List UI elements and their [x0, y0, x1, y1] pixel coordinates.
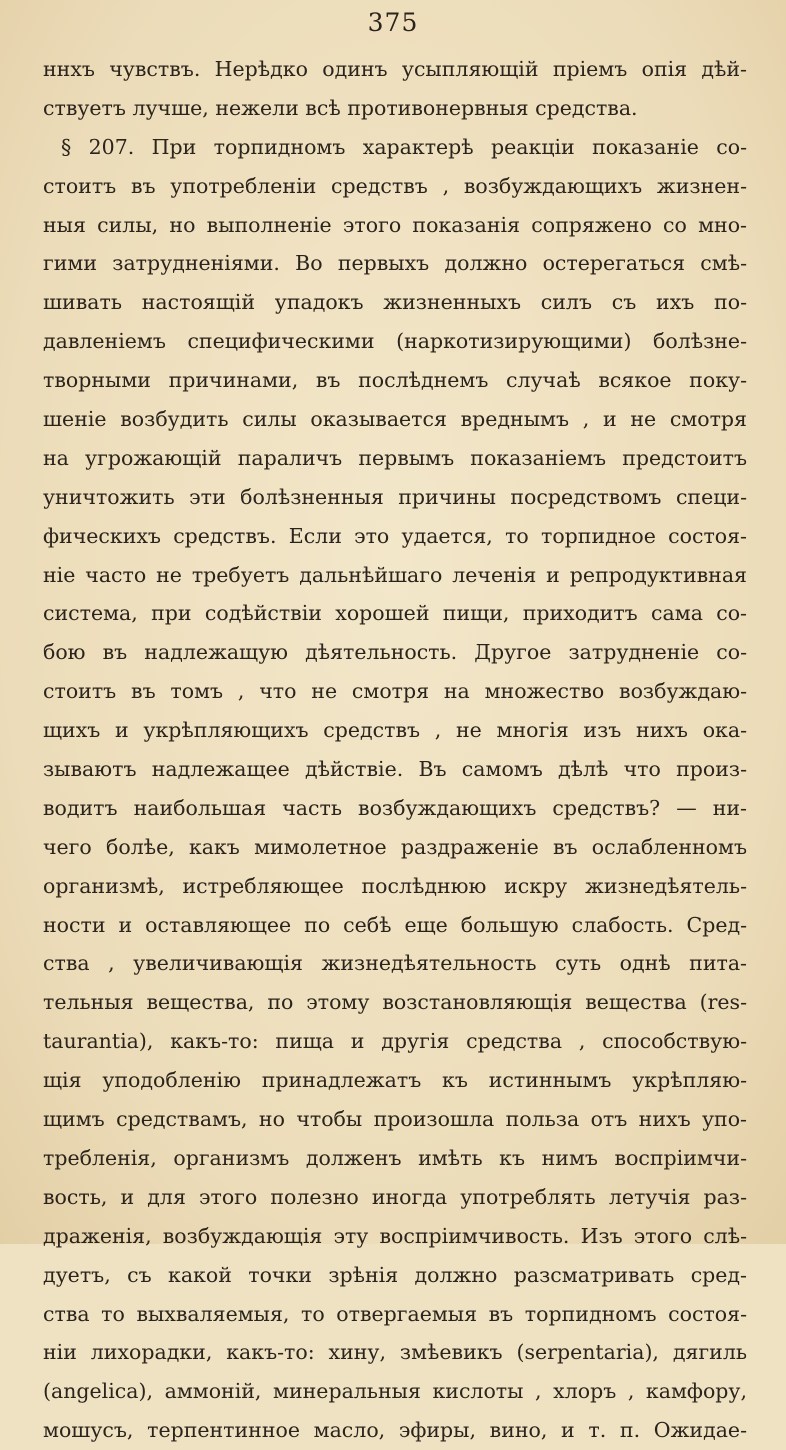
- text-line: драженія, возбуждающія эту воспріимчивость. Изъ этого слѣ-: [43, 1223, 747, 1248]
- text-line: ніе часто не требуетъ дальнѣйшаго леченія и репродуктивная: [43, 562, 747, 587]
- text-line: водитъ наибольшая часть возбуждающихъ средствъ? — ни-: [43, 795, 747, 820]
- paragraph-start-line: § 207. При торпидномъ характерѣ реакціи показаніе со-: [61, 134, 747, 159]
- text-line: ства , увеличивающія жизнедѣятельность суть однѣ пита-: [43, 951, 747, 976]
- text-line: ствуетъ лучше, нежели всѣ противонервныя средства.: [43, 95, 638, 120]
- page-number: 375: [367, 8, 419, 37]
- text-line: вость, и для этого полезно иногда употреблять летучія раз-: [43, 1184, 747, 1209]
- text-line: ства то выхваляемыя, то отвергаемыя въ торпидномъ состоя-: [43, 1301, 747, 1326]
- text-line: щимъ средствамъ, но чтобы произошла польза отъ нихъ упо-: [43, 1107, 747, 1132]
- text-line: шеніе возбудить силы оказывается вреднымъ , и не смотря: [43, 407, 747, 432]
- text-line: ніи лихорадки, какъ-то: хину, змѣевикъ (serpentaria), дягиль: [43, 1340, 747, 1365]
- text-line: стоитъ въ томъ , что не смотря на множество возбуждаю-: [43, 679, 747, 704]
- text-line: чего болѣе, какъ мимолетное раздраженіе въ ослабленномъ: [43, 834, 747, 859]
- text-line: творными причинами, въ послѣднемъ случаѣ всякое поку-: [43, 368, 747, 393]
- text-line: ннхъ чувствъ. Нерѣдко одинъ усыпляющій пріемъ опія дѣй-: [43, 57, 747, 81]
- text-line: (angelica), аммоній, минеральныя кислоты , хлоръ , камфору,: [43, 1379, 747, 1404]
- text-line: давленіемъ специфическими (наркотизирующими) болѣзне-: [43, 329, 747, 354]
- text-line: мошусъ, терпентинное масло, эфиры, вино, и т. п. Ожидае-: [43, 1418, 747, 1443]
- text-line: уничтожить эти болѣзненныя причины посредствомъ специ-: [43, 484, 747, 509]
- text-line: система, при содѣйствіи хорошей пищи, приходитъ сама со-: [43, 601, 747, 626]
- text-line: организмѣ, истребляющее послѣднюю искру жизнедѣятель-: [43, 873, 747, 898]
- text-line: гими затрудненіями. Во первыхъ должно остерегаться смѣ-: [43, 251, 747, 276]
- text-line: бою въ надлежащую дѣятельность. Другое затрудненіе со-: [43, 640, 747, 665]
- text-line: дуетъ, съ какой точки зрѣнія должно разсматривать сред-: [43, 1262, 747, 1287]
- text-line: щихъ и укрѣпляющихъ средствъ , не многія изъ нихъ ока-: [43, 718, 747, 743]
- text-line: шивать настоящій упадокъ жизненныхъ силъ съ ихъ по-: [43, 290, 747, 315]
- text-line: на угрожающій параличъ первымъ показаніемъ предстоитъ: [43, 445, 747, 470]
- text-line: ныя силы, но выполненіе этого показанія сопряжено со мно-: [43, 212, 747, 237]
- body-text: [43, 50, 747, 1450]
- text-line: зываютъ надлежащее дѣйствіе. Въ самомъ дѣлѣ что произ-: [43, 757, 747, 782]
- text-line: фическихъ средствъ. Если это удается, то торпидное состоя-: [43, 523, 747, 548]
- text-line: тельныя вещества, по этому возстановляющія вещества (res-: [43, 990, 747, 1015]
- text-line: ности и оставляющее по себѣ еще большую слабость. Сред-: [43, 912, 747, 937]
- text-line: стоитъ въ употребленіи средствъ , возбуждающихъ жизнен-: [43, 173, 747, 198]
- text-line: требленія, организмъ долженъ имѣть къ нимъ воспріимчи-: [43, 1145, 747, 1170]
- text-line: taurantia), какъ-то: пища и другія средства , способствую-: [43, 1029, 747, 1054]
- text-line: щія уподобленію принадлежатъ къ истиннымъ укрѣпляю-: [43, 1068, 747, 1093]
